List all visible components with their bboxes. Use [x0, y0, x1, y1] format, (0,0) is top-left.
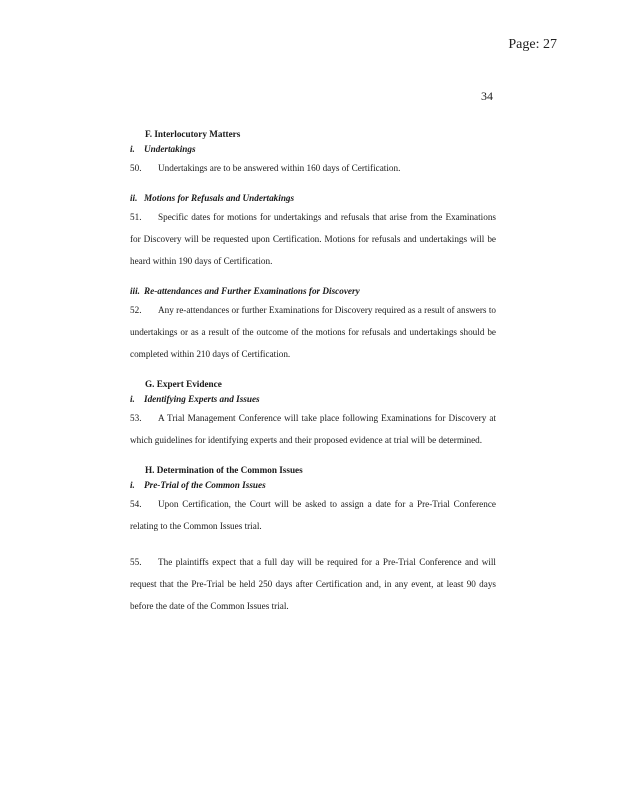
subheading-text: Identifying Experts and Issues	[144, 394, 260, 404]
subheading-text: Pre-Trial of the Common Issues	[144, 480, 266, 490]
page-number: 34	[481, 89, 493, 103]
section-heading-h: H. Determination of the Common Issues	[145, 465, 303, 475]
paragraph-53	[130, 407, 496, 451]
subheading-number: i.	[130, 394, 135, 404]
subheading-pre-trial	[130, 477, 496, 493]
paragraph-text: Upon Certification, the Court will be asked to assign a date for a Pre-Trial Conference relating to the Common Issues trial.	[130, 499, 496, 531]
paragraph-text: A Trial Management Conference will take place following Examinations for Discovery at which guidelines for identifying experts and their proposed evidence at trial will be determined.	[130, 413, 496, 445]
page-label: Page: 27	[508, 37, 557, 52]
paragraph-number: 51.	[130, 212, 142, 222]
paragraph-text: Any re-attendances or further Examinations for Discovery required as a result of answers to undertakings or as a result of the outcome of the motions for refusals and undertakings should be completed within 210 days of Certification.	[130, 305, 496, 359]
subheading-number: i.	[130, 480, 135, 490]
paragraph-54	[130, 493, 496, 537]
paragraph-52	[130, 299, 496, 365]
paragraph-text: Undertakings are to be answered within 160 days of Certification.	[158, 163, 401, 173]
paragraph-number: 50.	[130, 163, 142, 173]
subheading-text: Motions for Refusals and Undertakings	[144, 193, 295, 203]
subheading-text: Re-attendances and Further Examinations for Discovery	[144, 286, 360, 296]
paragraph-text: The plaintiffs expect that a full day will be required for a Pre-Trial Conference and will request that the Pre-Trial be held 250 days after Certification and, in any event, at least 90 days before the date of the Common Issues trial.	[130, 557, 496, 611]
section-heading-g: G. Expert Evidence	[145, 379, 222, 389]
subheading-number: ii.	[130, 193, 138, 203]
paragraph-55	[130, 551, 496, 617]
subheading-number: iii.	[130, 286, 140, 296]
paragraph-number: 54.	[130, 499, 142, 509]
paragraph-50	[130, 157, 496, 179]
subheading-re-attendances	[130, 283, 496, 299]
subheading-identifying-experts	[130, 391, 496, 407]
section-heading-f: F. Interlocutory Matters	[145, 129, 241, 139]
subheading-undertakings	[130, 141, 496, 157]
paragraph-text: Specific dates for motions for undertakings and refusals that arise from the Examinations for Discovery will be requested upon Certification. Motions for refusals and undertakings will be heard within 190 days of Certification.	[130, 212, 496, 266]
paragraph-number: 55.	[130, 557, 142, 567]
subheading-number: i.	[130, 144, 135, 154]
subheading-motions	[130, 190, 496, 206]
paragraph-number: 53.	[130, 413, 142, 423]
paragraph-51	[130, 206, 496, 272]
document-body	[130, 128, 496, 617]
paragraph-number: 52.	[130, 305, 142, 315]
subheading-text: Undertakings	[144, 144, 196, 154]
